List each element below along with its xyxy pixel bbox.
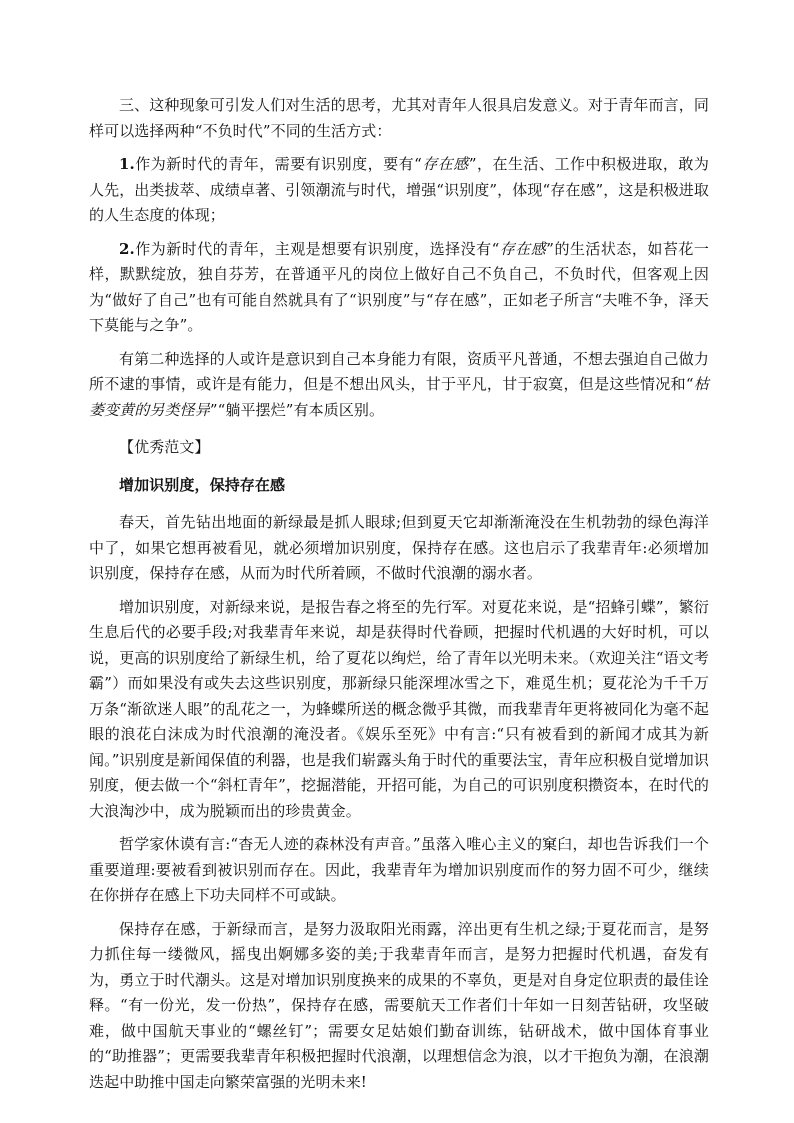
analysis-emphasis: 枯萎变黄的另类怪异 bbox=[89, 375, 709, 419]
option-2-paragraph bbox=[89, 237, 709, 339]
option-2-emphasis: 存在感 bbox=[499, 239, 547, 258]
option-1-text-b: ”，在生活、工作中积极进取，敢为人先，出类拔萃、成绩卓著、引领潮流与时代，增强“识别度”，体现“存在感”，这是积极进取的人生态度的体现； bbox=[89, 155, 709, 224]
analysis-text-a: 有第二种选择的人或许是意识到自己本身能力有限，资质平凡普通，不想去强迫自己做力所不逮的事情，或许是有能力，但是不想出风头，甘于平凡，甘于寂寞，但是这些情况和“ bbox=[89, 349, 709, 393]
analysis-text-b: ”“躺平摆烂”有本质区别。 bbox=[209, 400, 385, 419]
essay-title: 增加识别度，保持存在感 bbox=[119, 475, 286, 494]
section-label: 【优秀范文】 bbox=[119, 438, 210, 456]
option-2-text-a: 作为新时代的青年，主观是想要有识别度，选择没有“ bbox=[134, 239, 500, 258]
option-1-emphasis: 存在感 bbox=[421, 155, 469, 173]
document-body bbox=[89, 93, 709, 1095]
option-2-number: 2. bbox=[119, 239, 135, 258]
option-2-text-b: ”的生活状态，如苔花一样，默默绽放，独自芬芳，在普通平凡的岗位上做好自己不负自己，不负时代，但客观上因为“做好了自己”也有可能自然就具有了“识别度”与“存在感”，正如老子所言“夫唯不争，泽天下莫能与之争”。 bbox=[89, 239, 709, 334]
essay-paragraph: 保持存在感，于新绿而言，是努力汲取阳光雨露，淬出更有生机之绿;于夏花而言，是努力抓住每一缕微风，摇曳出婀娜多姿的美;于我辈青年而言，是努力把握时代机遇，奋发有为，勇立于时代潮头。这是对增加识别度换来的成果的不辜负，更是对自身定位职责的最佳诠释。“有一份光，发一份热”，保持存在感，需要航天工作者们十年如一日刻苦钻研，攻坚破难，做中国航天事业的“螺丝钉”；需要女足姑娘们勤奋训练，钻研战术，做中国体育事业的“助推器”；更需要我辈青年积极把握时代浪潮，以理想信念为浪，以才干抱负为潮，在浪潮迭起中助推中国走向繁荣富强的光明未来! bbox=[89, 919, 709, 1091]
essay-paragraph: 春天，首先钻出地面的新绿最是抓人眼球;但到夏天它却渐渐淹没在生机勃勃的绿色海洋中了，如果它想再被看见，就必须增加识别度，保持存在感。这也启示了我辈青年:必须增加识别度，保持存在感，从而为时代所着顾，不做时代浪潮的溺水者。 bbox=[89, 513, 709, 582]
intro-paragraph: 三、这种现象可引发人们对生活的思考，尤其对青年人很具启发意义。对于青年而言，同样可以选择两种“不负时代”不同的生活方式： bbox=[89, 96, 709, 140]
essay-paragraph: 哲学家休谟有言:“杳无人迹的森林没有声音。”虽落入唯心主义的窠臼，却也告诉我们一个重要道理:要被看到被识别而存在。因此，我辈青年为增加识别度而作的努力固不可少，继续在你拼存在感上下功夫同样不可或缺。 bbox=[89, 835, 709, 904]
option-1-paragraph bbox=[89, 152, 709, 229]
option-1-number: 1. bbox=[119, 155, 135, 173]
option-1-text-a: 作为新时代的青年，需要有识别度，要有“ bbox=[134, 155, 422, 173]
analysis-paragraph bbox=[89, 347, 709, 424]
essay-paragraph: 增加识别度，对新绿来说，是报告春之将至的先行军。对夏花来说，是“招蜂引蝶”，繁衍生息后代的必要手段;对我辈青年来说，却是获得时代眷顾，把握时代机遇的大好时机，可以说，更高的识别度给了新绿生机，给了夏花以绚烂，给了青年以光明未来。（欢迎关注“语文考霸”）而如果没有或失去这些识别度，那新绿只能深埋冰雪之下，难觅生机；夏花沦为千千万万条“渐欲迷人眼”的乱花之一，为蜂蝶所送的概念微乎其微，而我辈青年更将被同化为毫不起眼的浪花白沫成为时代浪潮的淹没者。《娱乐至死》中有言:“只有被看到的新闻才成其为新闻。”识别度是新闻保值的利器，也是我们崭露头角于时代的重要法宝，青年应积极自觉增加识别度，便去做一个“斜杠青年”，挖掘潜能，开招可能，为自己的可识别度积攒资本，在时代的大浪淘沙中，成为脱颖而出的珍贵黄金。 bbox=[89, 597, 709, 820]
